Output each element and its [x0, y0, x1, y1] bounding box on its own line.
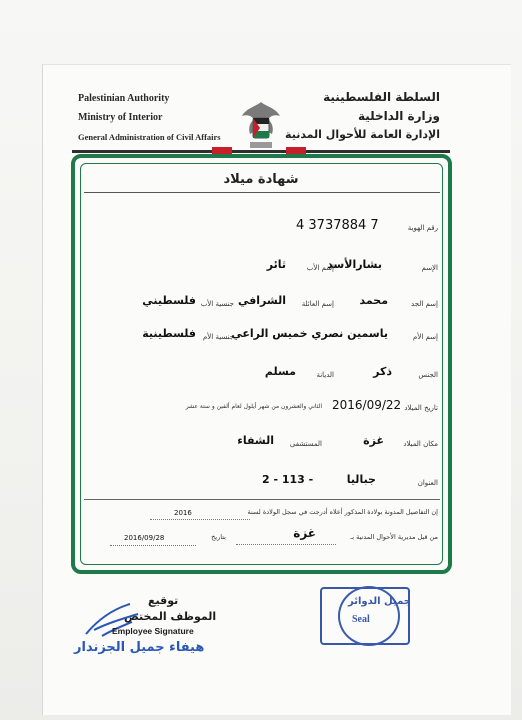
father-label: إسم الأب — [306, 264, 334, 272]
id-label: رقم الهوية — [407, 224, 438, 232]
father-nationality-label: جنسية الأب — [200, 300, 234, 308]
father-nationality-value: فلسطيني — [142, 294, 196, 307]
footer-date-label: بتاريخ — [211, 533, 226, 541]
mother-nationality-value: فلسطينية — [142, 327, 196, 340]
footer-office: غزة — [293, 526, 316, 540]
family-label: إسم العائلة — [301, 300, 334, 308]
footer-date: 2016/09/28 — [124, 534, 165, 542]
grandfather-value: محمد — [359, 294, 388, 307]
seal-text: Seal — [352, 614, 370, 625]
address-city: جباليا — [346, 473, 376, 486]
mother-label: إسم الأم — [413, 333, 438, 341]
footer-year-line — [150, 519, 250, 520]
signature-title-ar: الموظف المختص — [124, 610, 217, 623]
signature-title-en: Employee Signature — [112, 626, 194, 636]
signatory-name: هيفاء جميل الجزندار — [74, 640, 205, 655]
dob-label: تاريخ الميلاد — [404, 404, 438, 412]
header-ar-authority: السلطة الفلسطينية — [323, 90, 440, 104]
footer-office-text: من قبل مديرية الأحوال المدنية بـ — [350, 533, 438, 541]
family-value: الشرافي — [237, 294, 286, 307]
sex-value: ذكر — [373, 365, 392, 378]
header-en-administration: General Administration of Civil Affairs — [78, 132, 221, 142]
dob-words: الثاني والعشرون من شهر أيلول لعام ألفين و ستة عشر — [185, 403, 322, 410]
dob-value: 2016/09/22 — [332, 398, 402, 412]
footer-separator — [84, 499, 440, 500]
header-rule — [72, 150, 450, 153]
header-en-ministry: Ministry of Interior — [78, 112, 163, 123]
footer-date-line — [110, 545, 196, 546]
hospital-value: الشفاء — [237, 434, 274, 447]
grandfather-label: إسم الجد — [411, 300, 438, 308]
religion-label: الديانة — [316, 371, 334, 379]
sex-label: الجنس — [418, 371, 438, 379]
address-label: العنوان — [417, 479, 438, 487]
eagle-emblem-icon — [238, 98, 284, 154]
father-value: ثائر — [266, 258, 286, 271]
footer-office-line — [236, 544, 336, 545]
header-en-authority: Palestinian Authority — [78, 93, 170, 104]
mother-value: ياسمين نصري خميس الراعي — [231, 327, 388, 340]
footer-registry-text: إن التفاصيل المدونة بولادة المذكور أعلاه أدرجت في سجل الولادة لسنة — [247, 508, 438, 516]
stamp-text: جميل الدوائر — [348, 596, 411, 607]
pob-label: مكان الميلاد — [403, 440, 438, 448]
header-ar-ministry: وزارة الداخلية — [357, 109, 440, 123]
certificate-frame-inner — [80, 163, 443, 565]
pob-value: غزة — [363, 434, 384, 447]
religion-value: مسلم — [264, 365, 296, 378]
title-rule — [84, 192, 440, 193]
footer-year: 2016 — [174, 509, 192, 517]
name-label: الإسم — [421, 264, 438, 272]
mother-nationality-label: جنسية الأم — [202, 333, 234, 341]
header-ar-administration: الإدارة العامة للأحوال المدنية — [285, 128, 440, 141]
certificate-title: شهادة ميلاد — [223, 172, 299, 187]
signature-label-ar: توقيع — [148, 594, 179, 607]
hospital-label: المستشفى — [289, 440, 322, 448]
name-value: بشارالأسد — [327, 258, 382, 271]
id-value: 4 3737884 7 — [296, 218, 379, 233]
address-number: 2 - 113 - — [262, 473, 314, 486]
